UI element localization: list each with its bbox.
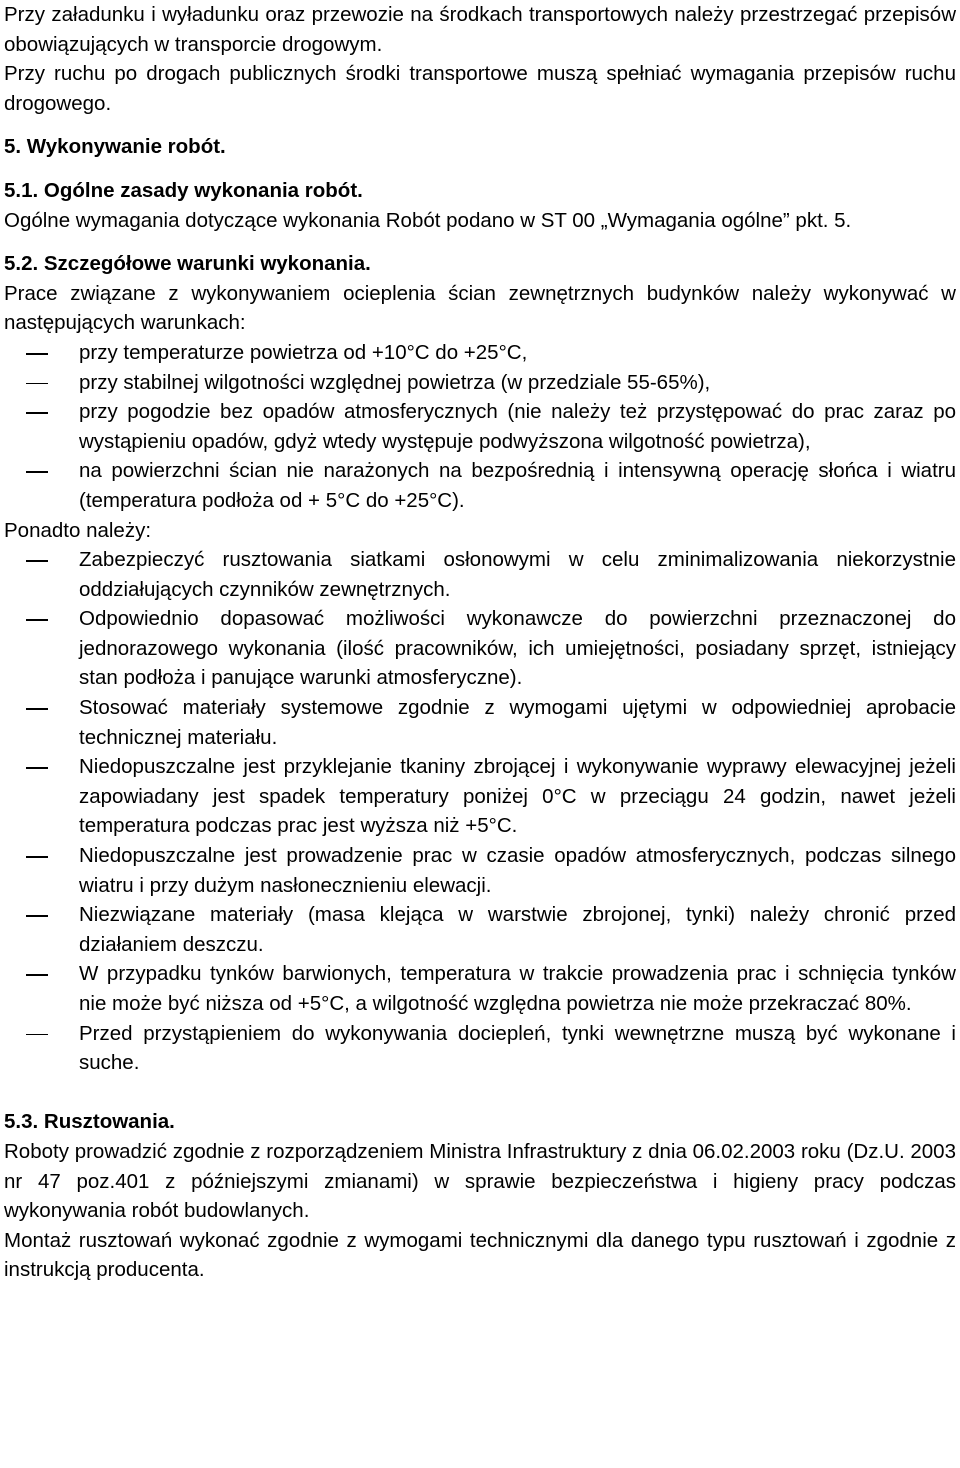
section-5-2-heading: 5.2. Szczegółowe warunki wykonania. bbox=[4, 252, 371, 276]
section-5-1-heading: 5.1. Ogólne zasady wykonania robót. bbox=[4, 178, 363, 202]
list-item: przy pogodzie bez opadów atmosferycznych (nie należy też przystępować do prac zaraz po wystąpieniu opadów, gdyż wtedy występuje podwyższona wilgotność powietrza), bbox=[4, 397, 956, 456]
list-item: przy temperaturze powietrza od +10°C do +25°C, bbox=[4, 338, 956, 368]
intro-paragraph-1: Przy załadunku i wyładunku oraz przewozie na środkach transportowych należy przestrzegać przepisów obowiązujących w transporcie drogowym. bbox=[4, 3, 956, 56]
list-item: Przed przystąpieniem do wykonywania dociepleń, tynki wewnętrzne muszą być wykonane i suche. bbox=[4, 1019, 956, 1078]
section-5-3-paragraph-2: Montaż rusztowań wykonać zgodnie z wymogami technicznymi dla danego typu rusztowań i zgodnie z instrukcją producenta. bbox=[4, 1228, 956, 1282]
dash-bullet-icon bbox=[26, 353, 48, 355]
section-5-3-heading: 5.3. Rusztowania. bbox=[4, 1110, 175, 1134]
conditions-list bbox=[4, 338, 956, 516]
list-item: Stosować materiały systemowe zgodnie z wymogami ujętymi w odpowiedniej aprobacie technicznej materiału. bbox=[4, 693, 956, 752]
list-item: Zabezpieczyć rusztowania siatkami osłonowymi w celu zminimalizowania niekorzystnie oddziałujących czynników zewnętrznych. bbox=[4, 545, 956, 604]
list-item: przy stabilnej wilgotności względnej powietrza (w przedziale 55-65%), bbox=[4, 368, 956, 398]
dash-bullet-icon bbox=[26, 560, 48, 562]
section-5-heading: 5. Wykonywanie robót. bbox=[4, 135, 226, 159]
intro-paragraph-2: Przy ruchu po drogach publicznych środki transportowe muszą spełniać wymagania przepisów ruchu drogowego. bbox=[4, 62, 956, 115]
more-requirements-intro: Ponadto należy: bbox=[4, 518, 152, 542]
section-5-1-text: Ogólne wymagania dotyczące wykonania Robót podano w ST 00 „Wymagania ogólne” pkt. 5. bbox=[4, 208, 852, 232]
dash-bullet-icon bbox=[26, 471, 48, 473]
list-item: Odpowiednio dopasować możliwości wykonawcze do powierzchni przeznaczonej do jednorazowego wykonania (ilość pracowników, ich umiejętności, posiadany sprzęt, istniejący stan podłoża i panujące warunki atmosferyczne). bbox=[4, 604, 956, 693]
section-5-3-paragraph-1: Roboty prowadzić zgodnie z rozporządzeniem Ministra Infrastruktury z dnia 06.02.2003 roku (Dz.U. 2003 nr 47 poz.401 z późniejszymi zmianami) w sprawie bezpieczeństwa i higieny pracy podczas wykonywania robót budowlanych. bbox=[4, 1139, 956, 1223]
list-item: Niedopuszczalne jest przyklejanie tkaniny zbrojącej i wykonywanie wyprawy elewacyjnej jeżeli zapowiadany jest spadek temperatury poniżej 0°C w przeciągu 24 godzin, nawet jeżeli temperatura podczas prac jest wyższa niż +5°C. bbox=[4, 752, 956, 841]
dash-bullet-icon bbox=[26, 856, 48, 858]
dash-bullet-icon bbox=[26, 412, 48, 414]
dash-bullet-icon bbox=[26, 383, 48, 385]
dash-bullet-icon bbox=[26, 708, 48, 710]
list-item: W przypadku tynków barwionych, temperatura w trakcie prowadzenia prac i schnięcia tynków nie może być niższa od +5°C, a wilgotność względna powietrza nie może przekraczać 80%. bbox=[4, 959, 956, 1018]
section-5-2-intro: Prace związane z wykonywaniem ocieplenia ścian zewnętrznych budynków należy wykonywać w następujących warunkach: bbox=[4, 281, 956, 335]
dash-bullet-icon bbox=[26, 915, 48, 917]
requirements-list bbox=[4, 545, 956, 1078]
dash-bullet-icon bbox=[26, 767, 48, 769]
dash-bullet-icon bbox=[26, 619, 48, 621]
list-item: na powierzchni ścian nie narażonych na bezpośrednią i intensywną operację słońca i wiatru (temperatura podłoża od + 5°C do +25°C). bbox=[4, 456, 956, 515]
list-item: Niedopuszczalne jest prowadzenie prac w czasie opadów atmosferycznych, podczas silnego wiatru i przy dużym nasłonecznieniu elewacji. bbox=[4, 841, 956, 900]
list-item: Niezwiązane materiały (masa klejąca w warstwie zbrojonej, tynki) należy chronić przed działaniem deszczu. bbox=[4, 900, 956, 959]
dash-bullet-icon bbox=[26, 1034, 48, 1036]
dash-bullet-icon bbox=[26, 974, 48, 976]
